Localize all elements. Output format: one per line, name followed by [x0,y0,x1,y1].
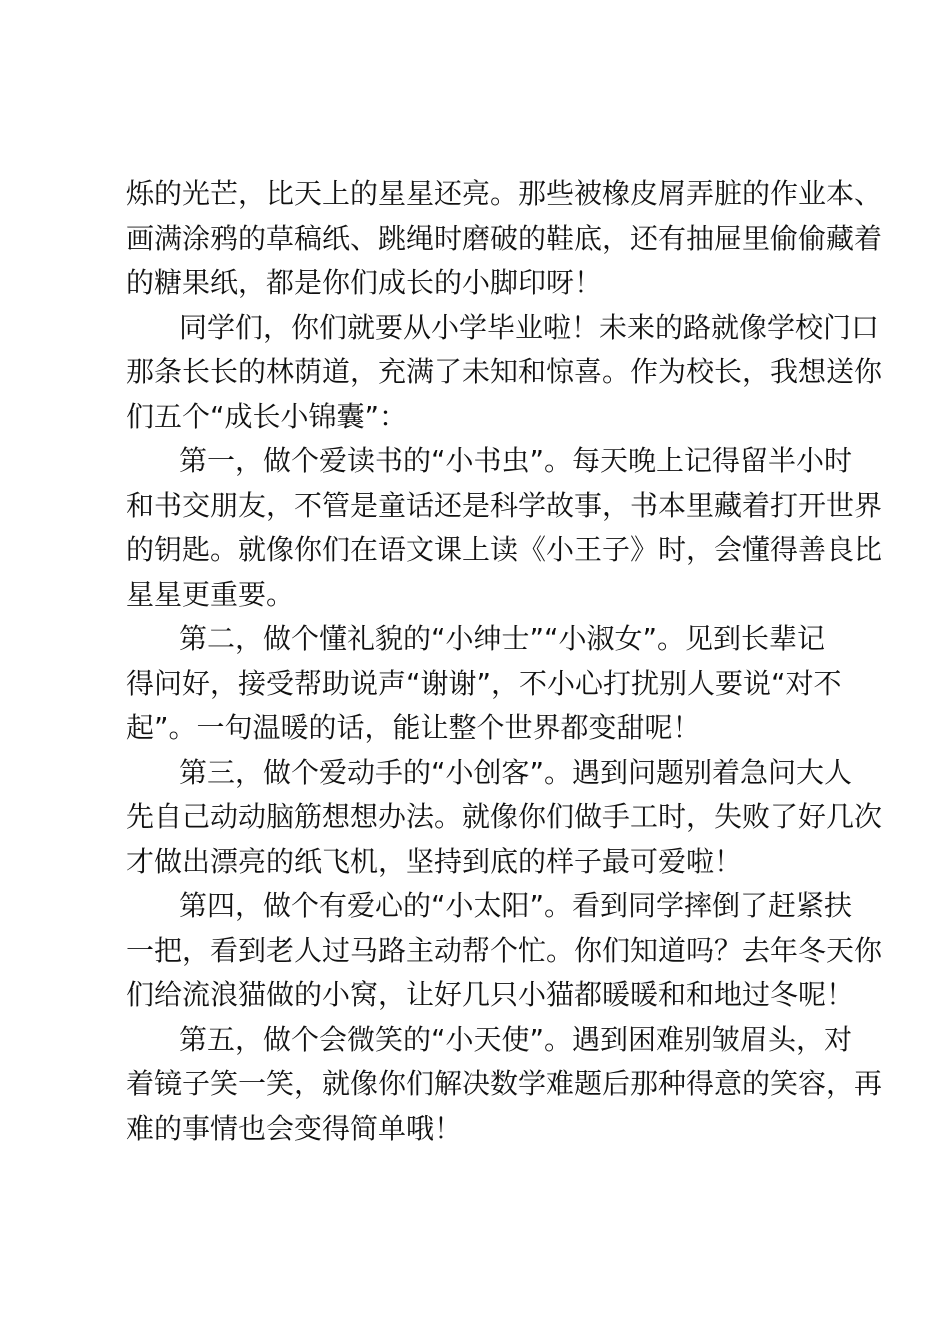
paragraph-first-line: 第四，做个有爱心的“小太阳”。看到同学摔倒了赶紧扶 [179,889,853,922]
text-line: 一把，看到老人过马路主动帮个忙。你们知道吗？去年冬天你 [126,933,883,967]
text-line: 着镜子笑一笑，就像你们解决数学难题后那种得意的笑容，再 [126,1067,883,1100]
paragraph-first-line: 第五，做个会微笑的“小天使”。遇到困难别皱眉头，对 [179,1022,853,1056]
text-line: 难的事情也会变得简单哦！ [126,1111,463,1145]
paragraph-first-line: 第三，做个爱动手的“小创客”。遇到问题别着急问大人 [179,755,853,789]
text-line: 起”。一句温暖的话，能让整个世界都变甜呢！ [126,711,701,744]
paragraph-first-line: 第一，做个爱读书的“小书虫”。每天晚上记得留半小时 [179,444,853,477]
text-line: 得问好，接受帮助说声“谢谢”，不小心打扰别人要说“对不 [126,666,842,700]
text-line: 们给流浪猫做的小窝，让好几只小猫都暖暖和和地过冬呢！ [126,978,855,1011]
text-line: 先自己动动脑筋想想办法。就像你们做手工时，失败了好几次 [126,800,883,833]
text-line: 们五个“成长小锦囊”： [126,399,408,433]
text-line: 的糖果纸，都是你们成长的小脚印呀！ [126,266,603,299]
paragraph-first-line: 第二，做个懂礼貌的“小绅士”“小淑女”。见到长辈记 [179,622,826,655]
text-line: 烁的光芒，比天上的星星还亮。那些被橡皮屑弄脏的作业本、 [126,177,883,210]
text-line: 才做出漂亮的纸飞机，坚持到底的样子最可爱啦！ [126,844,743,878]
text-line: 星星更重要。 [126,577,295,611]
text-line: 的钥匙。就像你们在语文课上读《小王子》时，会懂得善良比 [126,533,883,566]
text-line: 画满涂鸦的草稿纸、跳绳时磨破的鞋底，还有抽屉里偷偷藏着 [126,221,883,255]
text-line: 那条长长的林荫道，充满了未知和惊喜。作为校长，我想送你 [126,355,883,388]
paragraph-first-line: 同学们，你们就要从小学毕业啦！未来的路就像学校门口 [179,310,880,344]
document-body [126,172,883,1151]
text-line: 和书交朋友，不管是童话还是科学故事，书本里藏着打开世界 [126,488,883,522]
